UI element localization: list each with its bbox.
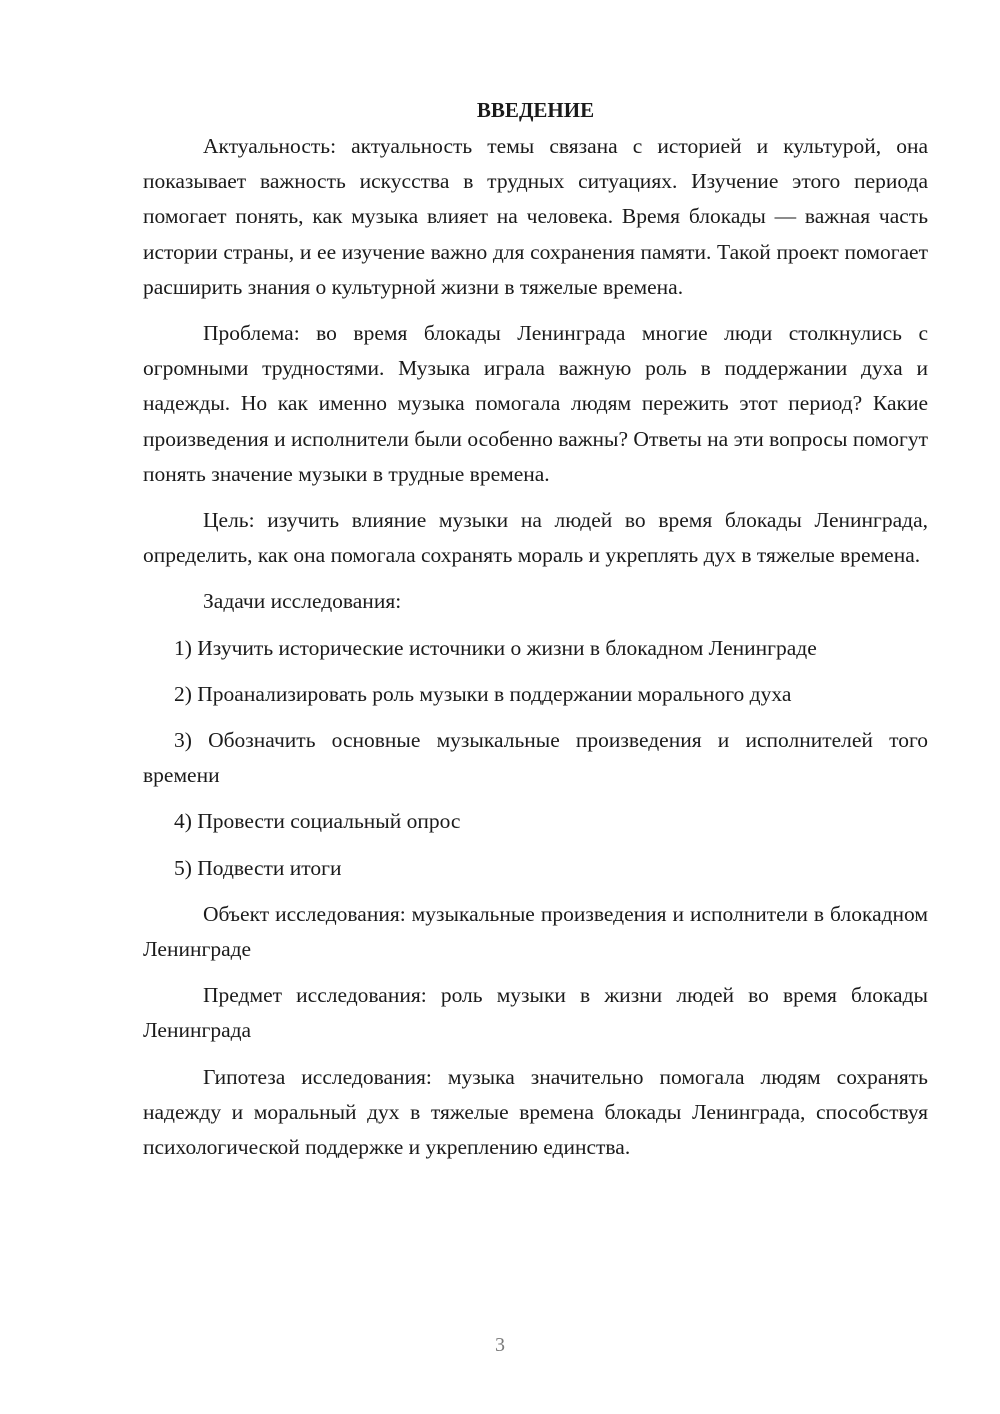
paragraph-object: Объект исследования: музыкальные произведения и исполнители в блокадном Ленинграде xyxy=(143,901,928,962)
paragraph-relevance: Актуальность: актуальность темы связана с историей и культурой, она показывает важность искусства в трудных ситуациях. Изучение этого периода помогает понять, как музыка влияет на человека. Время блокады — важная часть истории страны, и ее изучение важно для сохранения памяти. Такой проект помогает расширить знания о культурной жизни в тяжелые времена. xyxy=(143,134,928,299)
task-item: 4) Провести социальный опрос xyxy=(174,809,461,834)
section-title: ВВЕДЕНИЕ xyxy=(476,98,595,122)
page-content xyxy=(143,93,928,1176)
task-item: 2) Проанализировать роль музыки в поддержании морального духа xyxy=(174,681,792,706)
paragraph-subject: Предмет исследования: роль музыки в жизни людей во время блокады Ленинграда xyxy=(143,983,928,1043)
page-number: 3 xyxy=(495,1334,505,1356)
tasks-heading: Задачи исследования: xyxy=(203,589,402,614)
task-item: 3) Обозначить основные музыкальные произведения и исполнителей того времени xyxy=(143,728,928,788)
paragraph-problem: Проблема: во время блокады Ленинграда многие люди столкнулись с огромными трудностями. Музыка играла важную роль в поддержании духа и надежды. Но как именно музыка помогала людям пережить этот период? Какие произведения и исполнители были особенно важны? Ответы на эти вопросы помогут понять значение музыки в трудные времена. xyxy=(143,321,928,486)
task-item: 5) Подвести итоги xyxy=(174,855,342,880)
task-item: 1) Изучить исторические источники о жизни в блокадном Ленинграде xyxy=(174,635,817,660)
paragraph-hypothesis: Гипотеза исследования: музыка значительно помогала людям сохранять надежду и моральный дух в тяжелые времена блокады Ленинграда, способствуя психологической поддержке и укреплению единства. xyxy=(143,1064,928,1160)
paragraph-goal: Цель: изучить влияние музыки на людей во время блокады Ленинграда, определить, как она помогала сохранять мораль и укреплять дух в тяжелые времена. xyxy=(143,508,928,568)
